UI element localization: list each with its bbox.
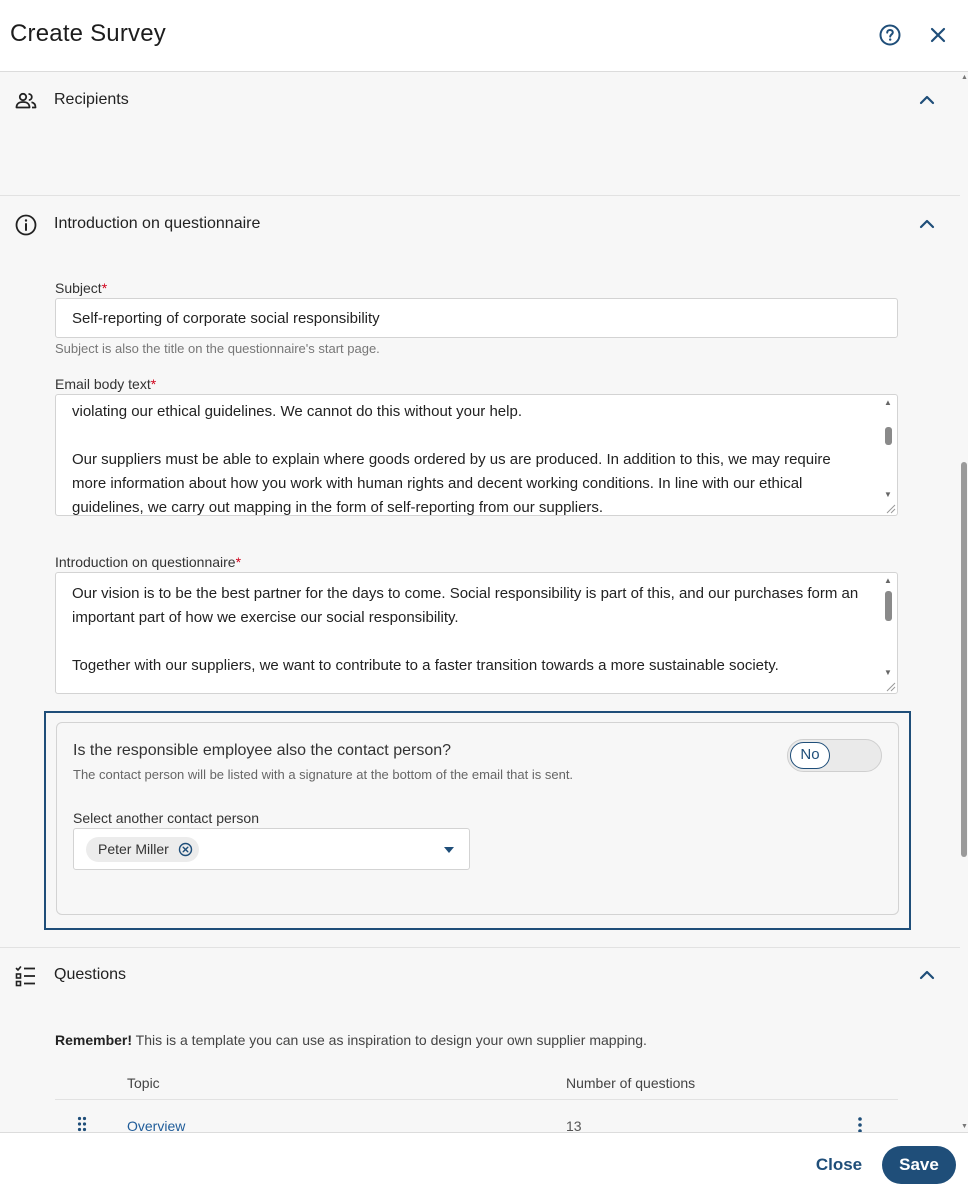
required-mark: * [150, 376, 157, 392]
table-header-divider [55, 1099, 898, 1100]
section-header-recipients[interactable] [0, 81, 960, 121]
scroll-thumb[interactable] [885, 591, 892, 621]
page-scroll-thumb[interactable] [961, 462, 967, 857]
textarea-scrollbar[interactable] [883, 573, 895, 693]
toggle-value: No [790, 742, 830, 769]
scroll-up-arrow-icon[interactable]: ▲ [961, 74, 968, 81]
more-options-icon[interactable] [855, 1116, 865, 1132]
textarea-scrollbar[interactable] [883, 395, 895, 515]
close-icon[interactable] [928, 25, 948, 45]
selected-person-name: Peter Miller [98, 841, 169, 857]
caret-down-icon[interactable] [443, 846, 455, 854]
section-divider [0, 195, 960, 196]
introduction-label-text: Introduction on questionnaire [55, 554, 236, 570]
save-button[interactable]: Save [882, 1146, 956, 1184]
template-notice-text: This is a template you can use as inspiration to design your own supplier mapping. [132, 1032, 647, 1048]
section-header-introduction[interactable] [0, 205, 960, 245]
contact-select-label: Select another contact person [73, 810, 260, 826]
section-label-questions: Questions [54, 966, 127, 983]
contact-question: Is the responsible employee also the contact person? [73, 742, 452, 759]
template-notice [55, 1032, 647, 1048]
contact-person-panel [44, 711, 911, 930]
section-label-introduction: Introduction on questionnaire [54, 215, 261, 232]
resize-grip-icon[interactable] [884, 680, 896, 692]
introduction-textarea[interactable] [55, 572, 898, 694]
chevron-up-icon[interactable] [918, 217, 936, 231]
subject-label-text: Subject [55, 280, 102, 296]
dialog-title: Create Survey [10, 20, 166, 47]
subject-hint: Subject is also the title on the questionnaire's start page. [55, 341, 380, 356]
template-notice-bold: Remember! [55, 1032, 133, 1048]
contact-person-toggle[interactable] [787, 739, 882, 772]
subject-label [55, 280, 107, 296]
email-body-label-text: Email body text [55, 376, 151, 392]
column-header-number-of-questions: Number of questions [566, 1075, 696, 1091]
section-label-recipients: Recipients [54, 91, 129, 108]
people-icon [14, 89, 38, 113]
introduction-text: Our vision is to be the best partner for the days to come. Social responsibility is part of this, and our purchases form an important part of how we exercise our social responsibility. Together with our suppliers, we want to contribute to a faster transition towards a more sustainable society. [72, 585, 859, 674]
required-mark: * [101, 280, 108, 296]
introduction-label [55, 554, 241, 570]
checklist-icon [14, 964, 38, 988]
info-icon [14, 213, 38, 237]
scroll-down-arrow-icon[interactable]: ▼ [884, 668, 892, 677]
drag-handle-icon[interactable] [77, 1116, 87, 1132]
scroll-down-arrow-icon[interactable]: ▼ [961, 1123, 968, 1130]
question-count: 13 [566, 1118, 582, 1132]
chevron-up-icon[interactable] [918, 93, 936, 107]
scroll-up-arrow-icon[interactable]: ▲ [884, 576, 892, 585]
dialog-header [0, 0, 968, 72]
scroll-down-arrow-icon[interactable]: ▼ [884, 490, 892, 499]
contact-person-card [56, 722, 899, 915]
email-body-textarea[interactable] [55, 394, 898, 516]
contact-description: The contact person will be listed with a signature at the bottom of the email that is sent. [73, 767, 574, 782]
dialog-footer [0, 1132, 968, 1189]
section-header-questions[interactable] [0, 956, 960, 996]
email-body-text: violating our ethical guidelines. We cannot do this without your help. Our suppliers must be able to explain where goods ordered by us are produced. In addition to this, we may require more information about how you work with human rights and decent working conditions. In line with our ethical guidelines, we carry out mapping in the form of self-reporting from our suppliers. [72, 403, 831, 516]
subject-input[interactable] [55, 298, 898, 338]
contact-person-select[interactable] [73, 828, 470, 870]
section-divider [0, 947, 960, 948]
selected-person-chip [86, 837, 199, 862]
column-header-topic: Topic [127, 1075, 160, 1091]
help-circle-icon[interactable] [879, 24, 901, 46]
close-button[interactable]: Close [806, 1147, 872, 1183]
resize-grip-icon[interactable] [884, 502, 896, 514]
topic-link-overview[interactable]: Overview [127, 1118, 186, 1132]
scroll-up-arrow-icon[interactable]: ▲ [884, 398, 892, 407]
page-scrollbar[interactable] [960, 72, 968, 1132]
subject-input-value: Self-reporting of corporate social responsibility [72, 310, 380, 327]
required-mark: * [235, 554, 242, 570]
chevron-up-icon[interactable] [918, 968, 936, 982]
remove-circle-icon[interactable] [178, 842, 193, 857]
email-body-label [55, 376, 156, 392]
dialog-content[interactable] [0, 72, 960, 1132]
scroll-thumb[interactable] [885, 427, 892, 445]
